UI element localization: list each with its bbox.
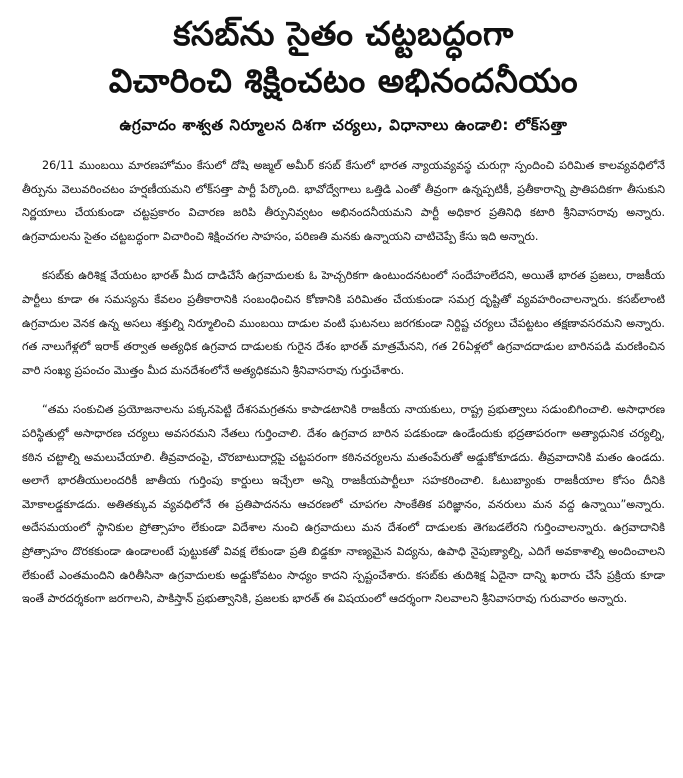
article-paragraph-1: 26/11 ముంబయి మారణహోమం కేసులో దోషి అజ్మల్ అమీర్ కసబ్ కేసులో భారత న్యాయవ్యవస్థ చురుగ్గా స్పందించి పరిమిత కాలవ్యవధిలోనే తీర్పును వెలువరించటం హర్షణీయమని లోక్‌సత్తా పార్టీ పేర్కొంది. భావోద్వేగాలు ఒత్తిడి ఎంతో తీవ్రంగా ఉన్నప్పటికీ, ప్రతీకారాన్ని ప్రాతిపదికగా తీసుకుని నిర్ణయాలు చేయకుండా చట్టప్రకారం విచారణ జరిపి తీర్పునివ్వటం అభినందనీయమని పార్టీ అధికార ప్రతినిధి కటారి శ్రీనివాసరావు అన్నారు. ఉగ్రవాదులను సైతం చట్టబద్ధంగా విచారించి శిక్షించగల సాహసం, పరిణతి మనకు ఉన్నాయని చాటిచెప్పే కేసు ఇది అన్నారు. <box>22 159 665 243</box>
headline <box>22 10 665 104</box>
subheadline: ఉగ్రవాదం శాశ్వత నిర్మూలన దిశగా చర్యలు, విధానాలు ఉండాలి: లోక్‌సత్తా <box>119 116 568 134</box>
article-paragraph-2: కసబ్‌కు ఉరిశిక్ష వేయటం భారత్ మీద దాడిచేసే ఉగ్రవాదులకు ఓ హెచ్చరికగా ఉంటుందనటంలో సందేహంలేదని, అయితే భారత ప్రజలు, రాజకీయ పార్టీలు కూడా ఈ సమస్యను కేవలం ప్రతీకారానికి సంబంధించిన కోణానికి పరిమితం చేయకుండా సమగ్ర దృష్టితో వ్యవహరించాలన్నారు. కసబ్‌లాంటి ఉగ్రవాదుల వెనక ఉన్న అసలు శక్తుల్ని నిర్మూలించి ముంబయి దాడుల వంటి ఘటనలు జరగకుండా నిర్దిష్ట చర్యలు చేపట్టటం తక్షణావసరమని అన్నారు. గత నాలుగేళ్లలో ఇరాక్ తర్వాత అత్యధిక ఉగ్రవాద దాడులకు గురైన దేశం భారత్ మాత్రమేనని, గత 26ఏళ్లలో ఉగ్రవాదదాడుల బారినపడి మరణించిన వారి సంఖ్య ప్రపంచం మొత్తం మీద మనదేశంలోనే అత్యధికమని శ్రీనివాసరావు గుర్తుచేశారు. <box>22 269 665 377</box>
article-body <box>22 154 665 611</box>
headline-line-2: విచారించి శిక్షించటం అభినందనీయం <box>108 61 579 100</box>
article-paragraph-3: “తమ సంకుచిత ప్రయోజనాలను పక్కనపెట్టి దేశసమగ్రతను కాపాడటానికి రాజకీయ నాయకులు, రాష్ట్ర ప్రభుత్వాలు సడుంబిగించాలి. అసాధారణ పరిస్థితుల్లో అసాధారణ చర్యలు అవసరమని నేతలు గుర్తించాలి. దేశం ఉగ్రవాద బారిన పడకుండా ఉండేందుకు భద్రతాపరంగా అత్యాధునిక చర్యల్ని, కఠిన చట్టాల్ని అమలుచేయాలి. తీవ్రవాదంపై, చొరబాటుదార్లపై చట్టపరంగా కఠినచర్యలను మతంపేరుతో అడ్డుకోకూడదు. తీవ్రవాదానికి మతం ఉండదు. అలాగే భారతీయులందరికీ జాతీయ గుర్తింపు కార్డులు ఇచ్చేలా అన్ని రాజకీయపార్టీలూ సహకరించాలి. ఓటుబ్యాంకు రాజకీయాల కోసం దీనికి మోకాలడ్డకూడదు. అతితక్కువ వ్యవధిలోనే ఈ ప్రతిపాదనను ఆచరణలో చూపగల సాంకేతిక పరిజ్ఞానం, వనరులు మన వద్ద ఉన్నాయి”అన్నారు. అదేసమయంలో స్థానికుల ప్రోత్సాహం లేకుండా విదేశాల నుంచి ఉగ్రవాదులు మన దేశంలో దాడులకు తెగబడలేరని గుర్తించాలన్నారు. ఉగ్రవాదానికి ప్రోత్సాహం దొరకకుండా ఉండాలంటే పుట్టుకతో వివక్ష లేకుండా ప్రతి బిడ్డకూ నాణ్యమైన విద్యను, ఉపాధి నైపుణ్యాల్ని, ఎదిగే అవకాశాల్ని అందించాలని లేకుంటే ఎంతమందిని ఉరితీసినా ఉగ్రవాదులకు అడ్డుకోవటం సాధ్యం కాదని స్పష్టంచేశారు. కసబ్‌కు తుదిశిక్ష ఏదైనా దాన్ని ఖరారు చేసే ప్రక్రియ కూడా ఇంతే పారదర్శకంగా జరగాలని, పాకిస్తాన్ ప్రభుత్వానికి, ప్రజలకు భారత్ ఈ విషయంలో ఆదర్శంగా నిలవాలని శ్రీనివాసరావు గురువారం అన్నారు. <box>22 403 665 606</box>
headline-line-1: కసబ్‌ను సైతం చట్టబద్ధంగా <box>173 14 514 53</box>
